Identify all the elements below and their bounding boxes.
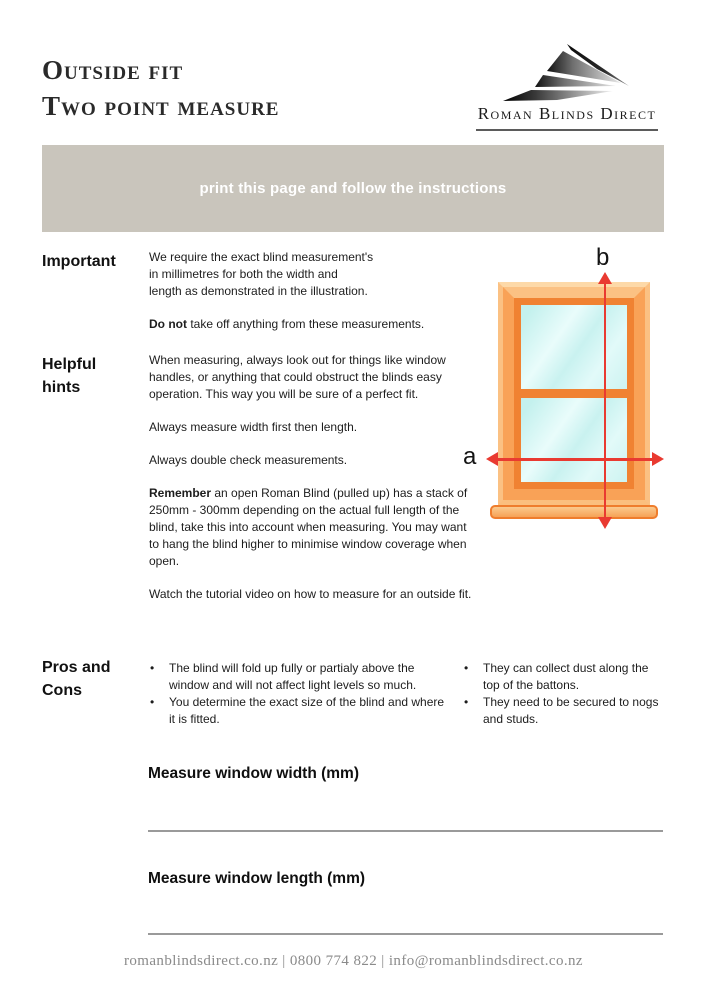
hint-paragraph-3: Always double check measurements.	[149, 453, 348, 467]
company-logo	[476, 38, 658, 131]
window-sill	[490, 505, 658, 519]
measure-width-answer-line	[148, 830, 663, 832]
pros-cons-heading-line2: Cons	[42, 682, 82, 699]
cons-item: • They can collect dust along the top of the battons.	[462, 660, 662, 694]
pros-list	[148, 660, 448, 728]
pros-item: • You determine the exact size of the blind and where it is fitted.	[148, 694, 448, 728]
window-sash-bar	[521, 389, 627, 398]
hint-paragraph-2: Always measure width first then length.	[149, 420, 358, 434]
hint-paragraph-5: Watch the tutorial video on how to measure for an outside fit.	[149, 587, 472, 601]
measure-width-label: Measure window width (mm)	[148, 765, 359, 782]
footer-contact-info: romanblindsdirect.co.nz | 0800 774 822 | info@romanblindsdirect.co.nz	[124, 953, 583, 969]
helpful-hints-body	[149, 352, 472, 619]
important-body	[149, 249, 481, 349]
window-pane-top	[521, 305, 627, 389]
cons-item: • They need to be secured to nogs and studs.	[462, 694, 662, 728]
length-arrow	[604, 281, 607, 519]
cons-list	[462, 660, 662, 728]
hint-paragraph-4-rest: an open Roman Blind (pulled up) has a stack of 250mm - 300mm depending on the actual full length of the blind, take this into account when measuring. You may want to hang the blind higher to minimise window coverage when open.	[149, 486, 468, 568]
window-mid-frame	[503, 287, 645, 500]
important-bold-lead: Do not	[149, 317, 187, 331]
window-outer-frame	[498, 282, 650, 505]
helpful-hints-heading	[42, 353, 96, 399]
measure-length-label: Measure window length (mm)	[148, 870, 366, 887]
print-instruction-banner	[42, 145, 664, 232]
window-pane-bottom	[521, 398, 627, 482]
logo-wordmark: Roman Blinds Direct	[476, 104, 658, 131]
important-paragraph-1	[149, 249, 481, 300]
page-title-line2: Two point measure	[42, 91, 280, 121]
important-line-2: in millimetres for both the width and	[149, 267, 338, 281]
remember-bold-lead: Remember	[149, 486, 212, 500]
helpful-hints-heading-line2: hints	[42, 379, 81, 396]
important-paragraph-2	[149, 316, 481, 333]
width-arrowhead-right-icon	[652, 452, 664, 466]
pros-cons-heading	[42, 656, 110, 702]
window-illustration	[498, 282, 650, 505]
width-arrowhead-left-icon	[486, 452, 498, 466]
mountain-swoosh-icon	[491, 38, 643, 102]
banner-text: print this page and follow the instructions	[199, 180, 507, 197]
width-arrow	[497, 458, 653, 461]
important-heading: Important	[42, 253, 116, 270]
helpful-hints-heading-line1: Helpful	[42, 356, 97, 373]
dimension-label-a: a	[463, 443, 477, 470]
page-title-line1: Outside fit	[42, 55, 184, 85]
important-line-3: length as demonstrated in the illustration.	[149, 284, 368, 298]
measure-length-answer-line	[148, 933, 663, 935]
length-arrowhead-top-icon	[598, 272, 612, 284]
page-title	[42, 52, 279, 124]
pros-cons-heading-line1: Pros and	[42, 659, 111, 676]
important-line-1: We require the exact blind measurement's	[149, 250, 374, 264]
length-arrowhead-bottom-icon	[598, 517, 612, 529]
important-paragraph-2-rest: take off anything from these measurements.	[187, 317, 425, 331]
hint-paragraph-4	[149, 485, 472, 570]
pros-item: • The blind will fold up fully or partialy above the window and will not affect light levels so much.	[148, 660, 448, 694]
hint-paragraph-1: When measuring, always look out for things like window handles, or anything that could obstruct the blinds easy operation. This way you will be sure of a perfect fit.	[149, 353, 446, 401]
dimension-label-b: b	[596, 244, 610, 271]
